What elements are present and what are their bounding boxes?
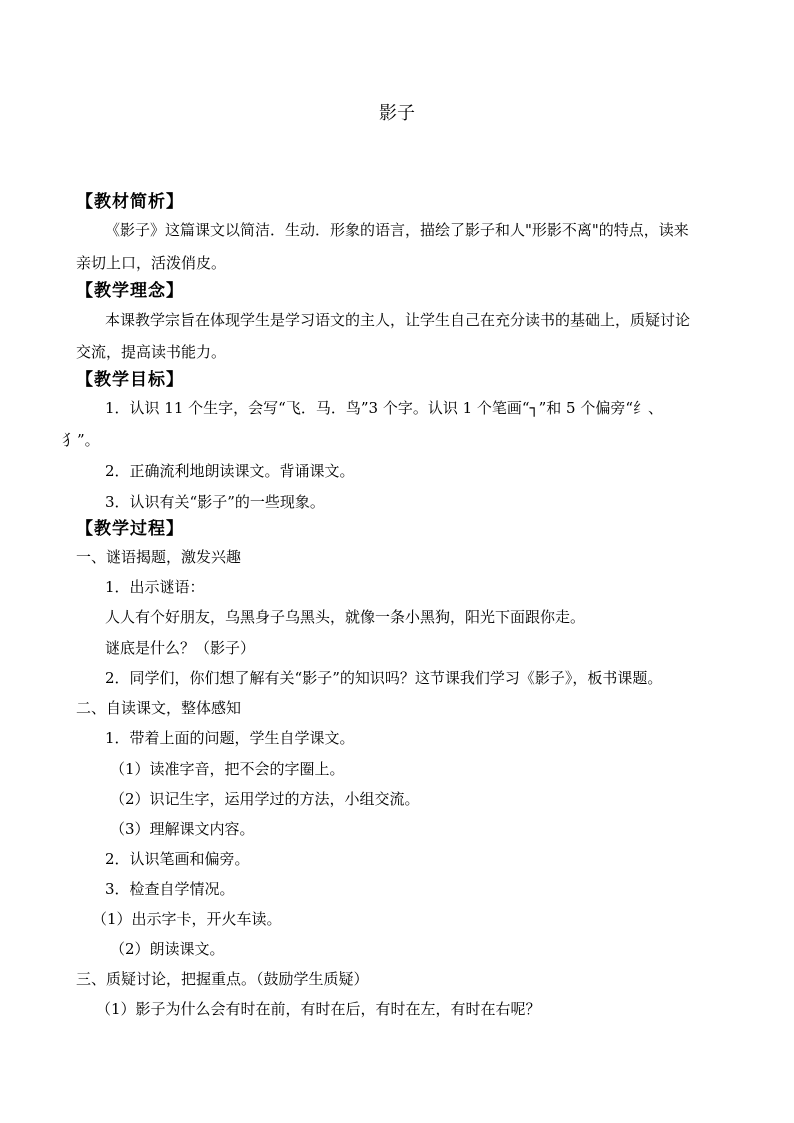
section-heading: 三、质疑讨论，把握重点。（鼓励学生质疑）	[76, 970, 369, 988]
step-item: 1．带着上面的问题，学生自学课文。	[105, 729, 355, 747]
sub-step-item: （1）读准字音，把不会的字圈上。	[110, 760, 345, 778]
section-heading: 一、谜语揭题，激发兴趣	[76, 548, 242, 566]
step-item: 2．同学们，你们想了解有关“影子”的知识吗？这节课我们学习《影子》，板书课题。	[105, 669, 663, 687]
heading-teaching-goals: 【教学目标】	[76, 370, 184, 390]
riddle-text: 人人有个好朋友，乌黑身子乌黑头，就像一条小黑狗，阳光下面跟你走。	[105, 608, 586, 626]
sub-step-item: （2）识记生字，运用学过的方法，小组交流。	[110, 790, 420, 808]
paragraph-line: 交流，提高读书能力。	[76, 343, 227, 361]
heading-teaching-process: 【教学过程】	[76, 519, 184, 539]
step-item: 1．出示谜语：	[105, 578, 205, 596]
section-heading: 二、自读课文，整体感知	[76, 699, 242, 717]
step-item: 3．检查自学情况。	[105, 880, 235, 898]
paragraph-line: 亲切上口，活泼俏皮。	[76, 254, 227, 272]
riddle-answer: 谜底是什么？（影子）	[105, 639, 256, 657]
paragraph-line: 本课教学宗旨在体现学生是学习语文的主人，让学生自己在充分读书的基础上，质疑讨论	[105, 311, 691, 329]
paragraph-line: 《影子》这篇课文以简洁．生动．形象的语言，描绘了影子和人"形影不离"的特点，读来	[105, 221, 689, 239]
heading-teaching-philosophy: 【教学理念】	[76, 281, 184, 301]
page-title: 影子	[379, 103, 415, 124]
step-item: 2．认识笔画和偏旁。	[105, 850, 250, 868]
heading-textbook-analysis: 【教材简析】	[76, 192, 184, 212]
goal-item: 3．认识有关“影子”的一些现象。	[105, 493, 325, 511]
sub-step-item: （1）影子为什么会有时在前，有时在后，有时在左，有时在右呢？	[96, 1000, 541, 1018]
sub-step-item: （2）朗读课文。	[110, 940, 225, 958]
sub-step-item: （1）出示字卡，开火车读。	[92, 910, 282, 928]
sub-step-item: （3）理解课文内容。	[110, 820, 255, 838]
goal-item: 1．认识 11 个生字，会写“飞．马．鸟”3 个字。认识 1 个笔画“┐”和 5 个偏旁“纟、	[105, 399, 664, 417]
goal-item: 2．正确流利地朗读课文。背诵课文。	[105, 462, 355, 480]
goal-item-continuation: 犭”。	[62, 431, 100, 449]
